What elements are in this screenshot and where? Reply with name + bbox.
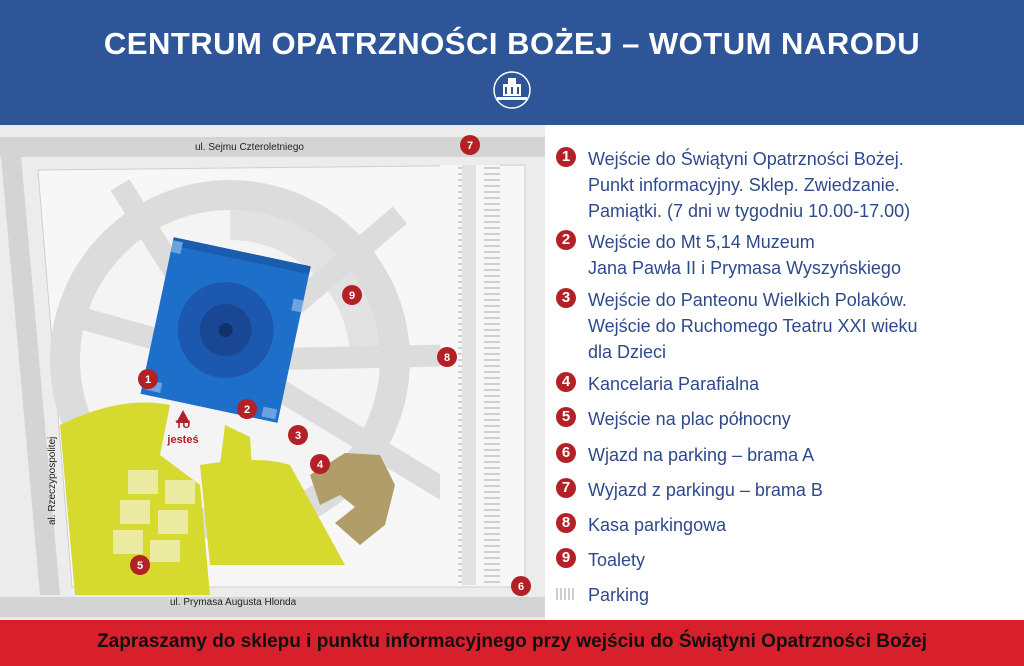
legend-text-7: Wyjazd z parkingu – brama B — [588, 480, 823, 500]
legend-item-3 — [556, 287, 918, 365]
street-south-label: ul. Prymasa Augusta Hlonda — [170, 597, 297, 608]
street-west-label: al. Rzeczypospolitej — [47, 436, 58, 525]
legend-number-9: 9 — [556, 548, 576, 568]
legend-item-4 — [556, 371, 759, 397]
legend-item-8 — [556, 512, 726, 538]
svg-text:4: 4 — [316, 459, 324, 471]
legend-number-3: 3 — [556, 288, 576, 308]
map-marker-7[interactable] — [460, 135, 480, 155]
legend-number-4: 4 — [556, 372, 576, 392]
legend-text-1: Wejście do Świątyni Opatrzności Bożej. Punkt informacyjny. Sklep. Zwiedzanie. Pamiątki. (7 dni w tygodniu 10.00-17.00) — [588, 149, 911, 221]
parking-swatch-icon — [556, 588, 576, 600]
legend-item-2 — [556, 229, 901, 281]
map-marker-4[interactable] — [310, 454, 330, 474]
legend-text-3: Wejście do Panteonu Wielkich Polaków. Wejście do Ruchomego Teatru XXI wieku dla Dzieci — [588, 290, 918, 362]
legend-text-5: Wejście na plac północny — [588, 409, 791, 429]
legend-number-8: 8 — [556, 513, 576, 533]
map-marker-6[interactable] — [511, 576, 531, 596]
legend-item-1 — [556, 146, 910, 224]
legend-text-4: Kancelaria Parafialna — [588, 374, 760, 394]
footer-text: Zapraszamy do sklepu i punktu informacyjnego przy wejściu do Świątyni Opatrzności Bożej — [97, 631, 927, 652]
svg-text:6: 6 — [517, 581, 525, 593]
legend-text-9: Toalety — [588, 550, 646, 570]
legend-number-7: 7 — [556, 478, 576, 498]
map-marker-8[interactable] — [437, 347, 457, 367]
legend-item-6 — [556, 442, 814, 468]
legend-item-7 — [556, 477, 823, 503]
legend-number-1: 1 — [556, 147, 576, 167]
you-are-here-label-2: jesteś — [167, 434, 199, 446]
legend-number-2: 2 — [556, 230, 576, 250]
legend-item-9 — [556, 547, 645, 573]
legend-text-2: Wejście do Mt 5,14 Muzeum Jana Pawła II i Prymasa Wyszyńskiego — [588, 232, 901, 278]
map-marker-9[interactable] — [342, 285, 362, 305]
map-marker-1[interactable] — [138, 369, 158, 389]
footer-bar — [0, 620, 1024, 666]
svg-text:7: 7 — [466, 140, 474, 152]
svg-text:1: 1 — [144, 374, 152, 386]
legend-text-8: Kasa parkingowa — [588, 515, 727, 535]
map-marker-3[interactable] — [288, 425, 308, 445]
svg-text:3: 3 — [294, 430, 302, 442]
site-map — [0, 125, 545, 620]
temple-logo-icon — [489, 70, 535, 110]
you-are-here-label-1: TU — [175, 419, 191, 431]
legend-number-5: 5 — [556, 407, 576, 427]
page-title: CENTRUM OPATRZNOŚCI BOŻEJ – WOTUM NARODU — [103, 26, 921, 61]
svg-text:9: 9 — [348, 290, 356, 302]
legend-item-5 — [556, 406, 791, 432]
header-bar — [0, 0, 1024, 125]
legend-text-parking: Parking — [588, 585, 650, 605]
map-marker-2[interactable] — [237, 399, 257, 419]
svg-text:2: 2 — [243, 404, 251, 416]
legend-item-parking — [556, 582, 649, 608]
svg-text:5: 5 — [136, 560, 144, 572]
legend-number-6: 6 — [556, 443, 576, 463]
street-north-label: ul. Sejmu Czteroletniego — [195, 142, 304, 153]
legend-text-6: Wjazd na parking – brama A — [588, 445, 815, 465]
svg-text:8: 8 — [443, 352, 451, 364]
map-marker-5[interactable] — [130, 555, 150, 575]
